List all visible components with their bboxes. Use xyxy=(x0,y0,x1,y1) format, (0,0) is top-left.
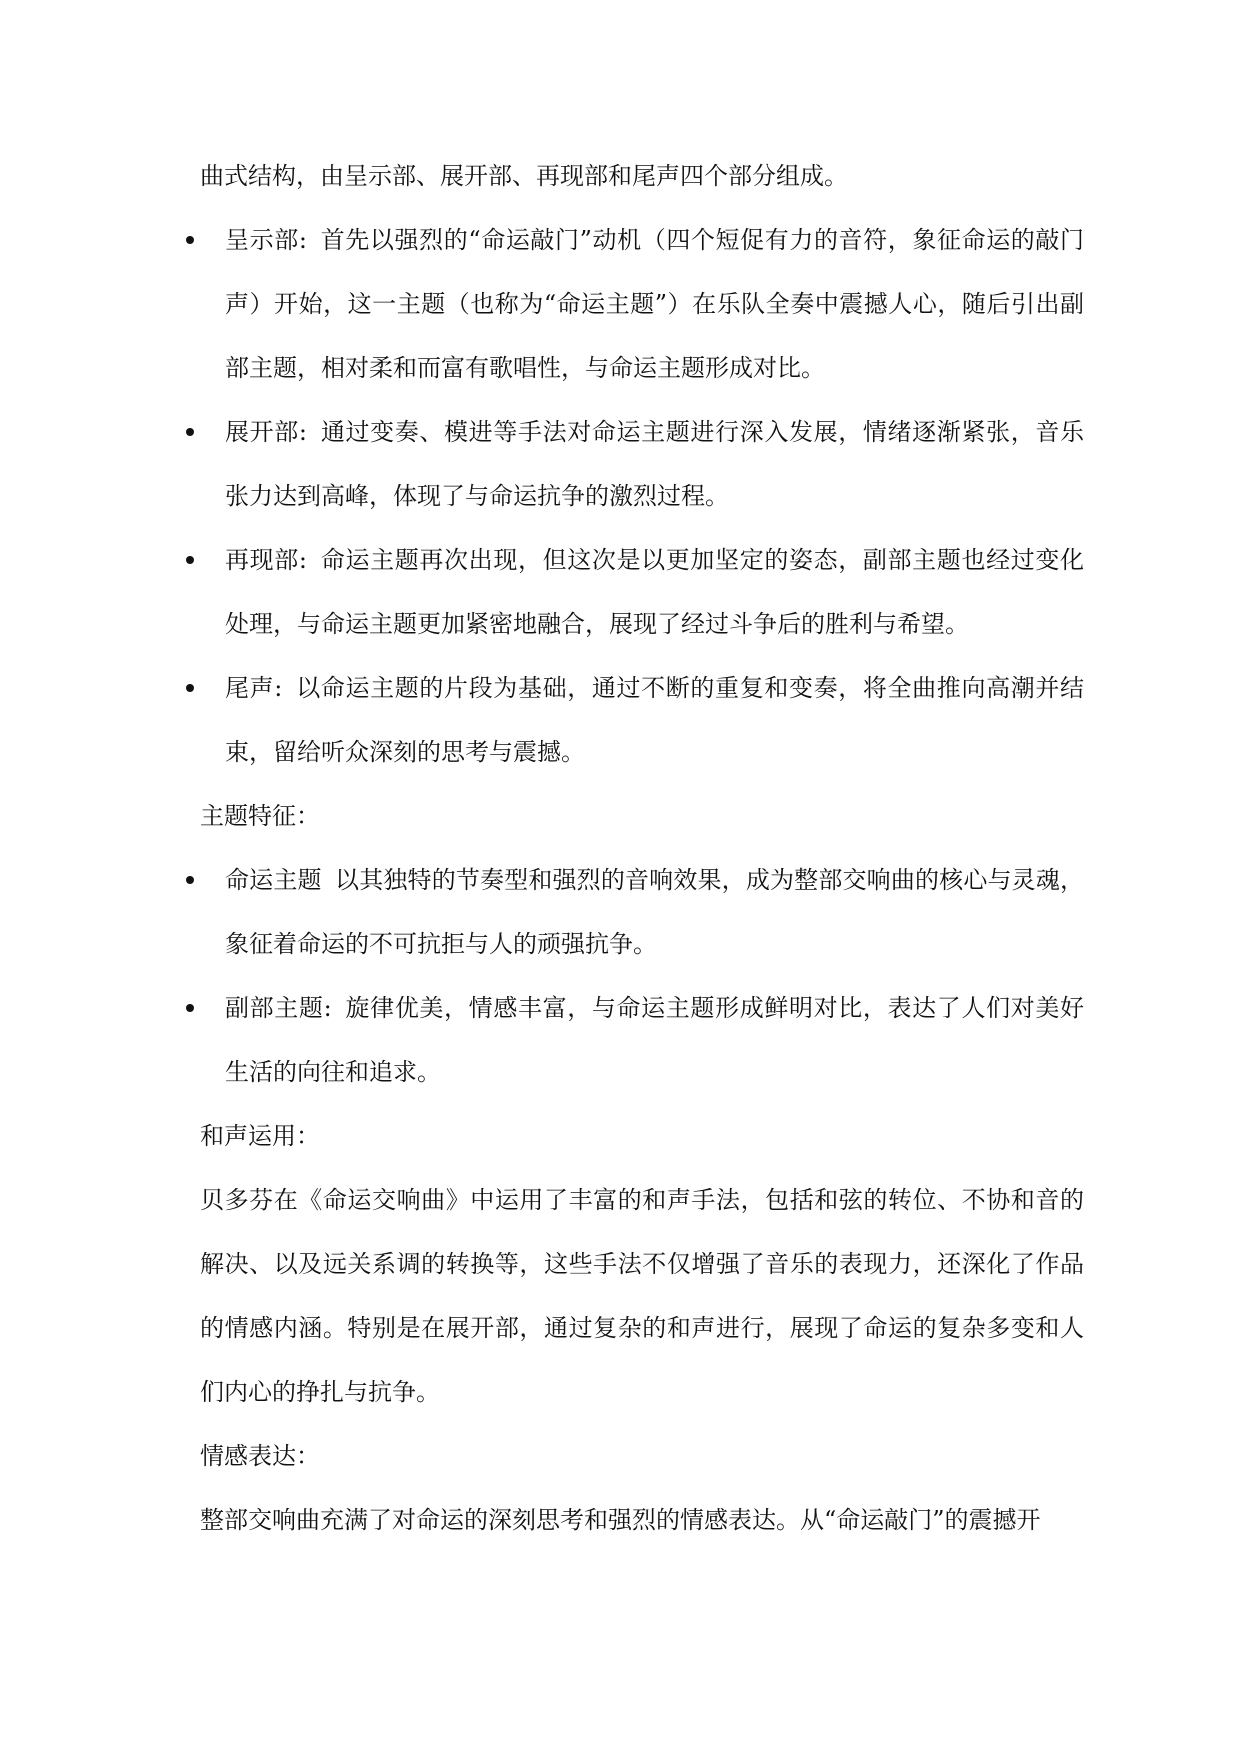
list-item xyxy=(200,528,1084,656)
list-item xyxy=(200,848,1084,976)
item-text: 首先以强烈的“命运敲门”动机（四个短促有力的音符，象征命运的敲门声）开始，这一主题（也称为“命运主题”）在乐队全奏中震撼人心，随后引出副部主题，相对柔和而富有歌唱性，与命运主题形成对比。 xyxy=(225,226,1085,382)
item-term: 呈示部 xyxy=(225,226,299,254)
emotion-paragraph: 整部交响曲充满了对命运的深刻思考和强烈的情感表达。从“命运敲门”的震撼开 xyxy=(200,1506,1041,1534)
item-term: 再现部 xyxy=(225,546,299,574)
intro-continuation: 曲式结构，由呈示部、展开部、再现部和尾声四个部分组成。 xyxy=(200,162,848,190)
item-term: 展开部 xyxy=(225,418,299,446)
structure-list xyxy=(200,208,1084,784)
item-text: 以其独特的节奏型和强烈的音响效果，成为整部交响曲的核心与灵魂，象征着命运的不可抗拒与人的顽强抗争。 xyxy=(225,866,1085,958)
item-term: 尾声 xyxy=(225,674,275,702)
bullet-dot-icon xyxy=(186,876,194,884)
bullet-dot-icon xyxy=(186,428,194,436)
item-term: 副部主题 xyxy=(225,994,324,1022)
item-colon: : xyxy=(323,994,332,1022)
item-text: 旋律优美，情感丰富，与命运主题形成鲜明对比，表达了人们对美好生活的向往和追求。 xyxy=(225,994,1085,1086)
item-colon: : xyxy=(298,226,307,254)
bullet-dot-icon xyxy=(186,1004,194,1012)
item-colon: : xyxy=(274,674,283,702)
document-body xyxy=(200,144,1084,1552)
item-term: 命运主题 xyxy=(225,866,322,894)
bullet-dot-icon xyxy=(186,684,194,692)
bullet-dot-icon xyxy=(186,556,194,564)
item-text: 命运主题再次出现，但这次是以更加坚定的姿态，副部主题也经过变化处理，与命运主题更加紧密地融合，展现了经过斗争后的胜利与希望。 xyxy=(225,546,1085,638)
theme-list xyxy=(200,848,1084,1104)
item-text: 通过变奏、模进等手法对命运主题进行深入发展，情绪逐渐紧张，音乐张力达到高峰，体现了与命运抗争的激烈过程。 xyxy=(225,418,1085,510)
harmony-heading: 和声运用： xyxy=(200,1122,320,1150)
list-item xyxy=(200,656,1084,784)
theme-heading: 主题特征： xyxy=(200,802,320,830)
list-item xyxy=(200,208,1084,400)
emotion-heading: 情感表达： xyxy=(200,1442,320,1470)
item-text: 以命运主题的片段为基础，通过不断的重复和变奏，将全曲推向高潮并结束，留给听众深刻的思考与震撼。 xyxy=(225,674,1085,766)
list-item xyxy=(200,400,1084,528)
item-colon: : xyxy=(298,418,308,446)
bullet-dot-icon xyxy=(186,236,194,244)
item-colon: : xyxy=(298,546,308,574)
list-item xyxy=(200,976,1084,1104)
harmony-paragraph: 贝多芬在《命运交响曲》中运用了丰富的和声手法，包括和弦的转位、不协和音的解决、以及远关系调的转换等，这些手法不仅增强了音乐的表现力，还深化了作品的情感内涵。特别是在展开部，通过复杂的和声进行，展现了命运的复杂多变和人们内心的挣扎与抗争。 xyxy=(200,1186,1084,1406)
